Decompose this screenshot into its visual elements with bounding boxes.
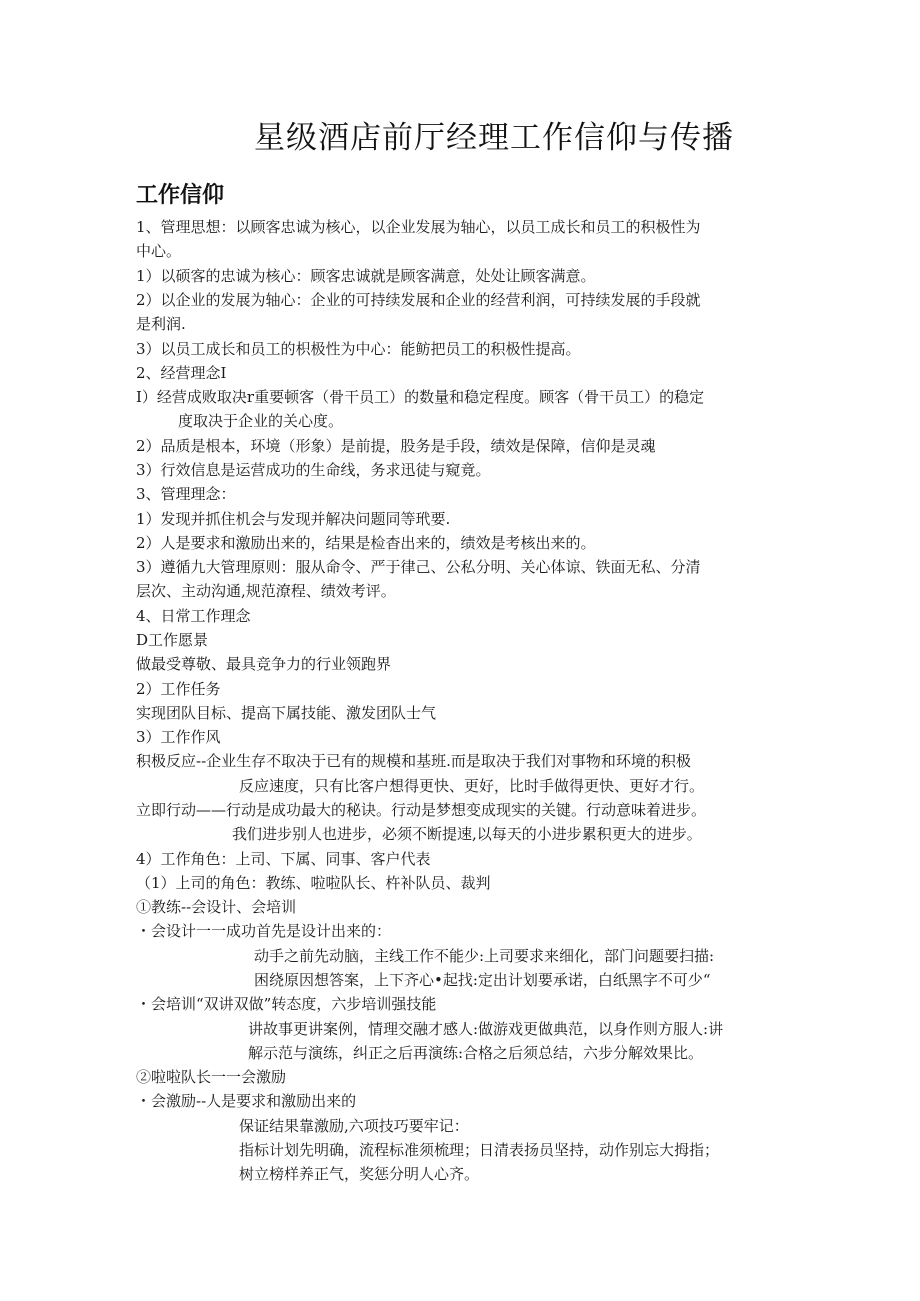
text-line: 动手之前先动脑，主线工作不能少:上司要求来细化，部门问题要扫描: xyxy=(254,947,715,965)
text-line: 保证结果靠激励,六项技巧要牢记： xyxy=(239,1117,469,1135)
text-line: 1）发现并抓住机会与发现并解决问题同等玳要. xyxy=(136,510,451,528)
text-line: 中心。 xyxy=(136,242,182,260)
text-line: 4）工作角色：上司、下属、同事、客户代表 xyxy=(136,850,431,868)
text-line: 3）行效信息是运营成功的生命线，务求迅徒与窥竟。 xyxy=(136,461,491,479)
document-title: 星级酒店前厅经理工作信仰与传播 xyxy=(254,120,734,156)
text-line: ・会设计一一成功首先是设计出来的： xyxy=(136,922,392,940)
text-line: 2）人是要求和激励出来的，结果是检杳出来的，绩效是考核出来的。 xyxy=(136,534,596,552)
text-line: ・会激励--人是要求和激励出来的 xyxy=(136,1092,357,1110)
text-line: I）经营成败取决r重要顿客（骨干员工）的数量和稳定程度。顾客（骨干员工）的稳定 xyxy=(136,388,705,406)
text-line: 层次、主动沟通,规范潦程、绩效考评。 xyxy=(136,582,396,600)
text-line: 3）以员工成长和员工的枳极性为中心：能鲂把员工的积极性提高。 xyxy=(136,340,581,358)
text-line: 2）品质是根本，环境（形象）是前提，股务是手段，绩效是保障，信仰是灵魂 xyxy=(136,437,656,455)
text-line: 1）以硕客的忠诚为核心：顾客忠诚就是顾客满意，处处让顾客满意。 xyxy=(136,267,596,285)
text-line: 3）工作作风 xyxy=(136,728,221,746)
section-heading: 工作信仰 xyxy=(136,183,225,208)
text-line: ・会培训“双讲双做”转态度，六步培训强技能 xyxy=(136,995,437,1013)
text-line: （1）上司的角色：教练、啦啦队长、杵补队员、裁判 xyxy=(136,874,491,892)
text-line: 2）工作任务 xyxy=(136,680,221,698)
text-line: 指标计划先明确，流程标准须梳理；日清表扬员坚持，动作别忘大拇指； xyxy=(239,1141,720,1159)
text-line: 2、经营理念I xyxy=(136,364,227,382)
text-line: 树立榜样养正气，奖惩分明人心齐。 xyxy=(239,1165,480,1183)
text-line: 困绕原因想答案，上下齐心•起找:定出计划要承诺，白纸黑字不可少“ xyxy=(254,971,711,989)
text-line: 3）遵循九大管理原则：服从命令、严于律己、公私分明、关心体谅、铁面无私、分清 xyxy=(136,558,701,576)
text-line: 解示范与演练，纠正之后再演练:合格之后须总结，六步分解效果比。 xyxy=(248,1044,704,1062)
text-line: 1、管理思想：以顾客忠诚为核心，以企业发展为轴心，以员工成长和员工的积极性为 xyxy=(136,218,701,236)
text-line: D工作愿景 xyxy=(136,631,209,649)
text-line: 是利润. xyxy=(136,315,186,333)
text-line: ②啦啦队长一一会激励 xyxy=(136,1068,287,1086)
text-line: 反应速度，只有比客户想得更快、更好，比时手做得更快、更好才行。 xyxy=(239,777,705,795)
text-line: 实现团队目标、提高下属技能、激发团队士气 xyxy=(136,704,437,722)
text-line: ①教练--会设计、会培训 xyxy=(136,898,297,916)
text-line: 2）以企业的发展为轴心：企业的可持续发展和企业的经营利润，可持续发展的手段就 xyxy=(136,291,701,309)
text-line: 积极反应--企业生存不取决于已有的规模和基班.而是取决于我们对事物和环境的积极 xyxy=(136,752,691,770)
text-line: 度取决于企业的关心度。 xyxy=(178,412,344,430)
text-line: 4、日常工作理念 xyxy=(136,607,251,625)
text-line: 讲故事更讲案例，情理交融才感人:做游戏更做典范，以身作则方服人:讲 xyxy=(248,1020,724,1038)
text-line: 我们进步别人也进步，必须不断提速,以每天的小进步累积更大的进步。 xyxy=(232,825,702,843)
text-line: 3、管理理念： xyxy=(136,485,236,503)
text-line: 立即行动——行动是成功最大的秘诀。行动是梦想变成现实的关键。行动意味着进步。 xyxy=(136,801,707,819)
text-line: 做最受尊敬、最具竞争力的行业领跑界 xyxy=(136,655,392,673)
